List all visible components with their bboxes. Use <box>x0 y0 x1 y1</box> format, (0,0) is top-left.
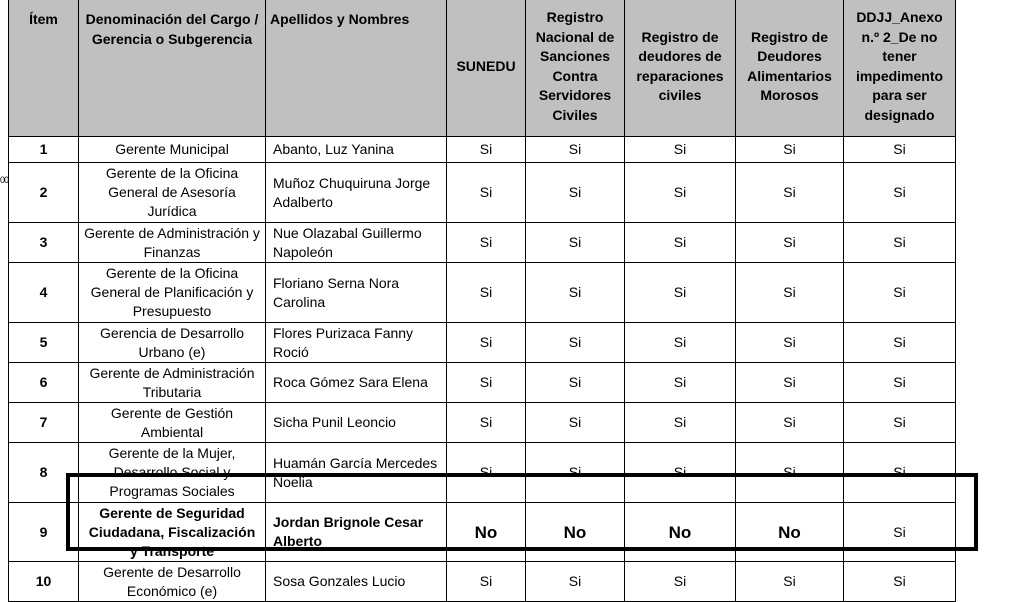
cell-rnsscc: Si <box>526 403 625 443</box>
cell-name: Jordan Brignole Cesar Alberto <box>266 503 447 562</box>
cell-item: 5 <box>9 323 79 363</box>
cell-civil-debtors: Si <box>625 223 736 263</box>
cell-position: Gerente de Desarrollo Económico (e) <box>79 562 266 602</box>
cell-position: Gerente de la Oficina General de Asesoría Jurídica <box>79 163 266 223</box>
cell-alimony-debtors: Si <box>736 443 844 503</box>
header-alimony-debtors: Registro de Deudores Alimentarios Morosos <box>736 0 844 137</box>
cell-civil-debtors: Si <box>625 443 736 503</box>
cell-name: Roca Gómez Sara Elena <box>266 363 447 403</box>
header-name: Apellidos y Nombres <box>266 0 447 137</box>
cell-alimony-debtors: Si <box>736 363 844 403</box>
cell-rnsscc: Si <box>526 163 625 223</box>
cell-ddjj: Si <box>844 443 956 503</box>
cell-ddjj: Si <box>844 263 956 323</box>
header-row <box>9 0 956 137</box>
cell-alimony-debtors: No <box>736 503 844 562</box>
table-row <box>9 503 956 562</box>
cell-sunedu: Si <box>447 223 526 263</box>
cell-sunedu: No <box>447 503 526 562</box>
cell-rnsscc: Si <box>526 363 625 403</box>
cell-rnsscc: Si <box>526 223 625 263</box>
table-row <box>9 223 956 263</box>
cell-item: 6 <box>9 363 79 403</box>
cell-item: 4 <box>9 263 79 323</box>
table-row <box>9 403 956 443</box>
cell-sunedu: Si <box>447 443 526 503</box>
cell-position: Gerente de Seguridad Ciudadana, Fiscalización y Transporte <box>79 503 266 562</box>
cell-position: Gerente Municipal <box>79 137 266 163</box>
cell-item: 7 <box>9 403 79 443</box>
cell-position: Gerencia de Desarrollo Urbano (e) <box>79 323 266 363</box>
cell-alimony-debtors: Si <box>736 163 844 223</box>
table-row <box>9 323 956 363</box>
cell-name: Abanto, Luz Yanina <box>266 137 447 163</box>
cell-name: Sosa Gonzales Lucio <box>266 562 447 602</box>
cell-sunedu: Si <box>447 562 526 602</box>
cell-item: 10 <box>9 562 79 602</box>
cell-rnsscc: Si <box>526 562 625 602</box>
cell-civil-debtors: Si <box>625 562 736 602</box>
header-ddjj: DDJJ_Anexo n.º 2_De no tener impedimento para ser designado <box>844 0 956 137</box>
cell-sunedu: Si <box>447 403 526 443</box>
cell-name: Flores Purizaca Fanny Roció <box>266 323 447 363</box>
cell-position: Gerente de la Mujer, Desarrollo Social y Programas Sociales <box>79 443 266 503</box>
cell-civil-debtors: No <box>625 503 736 562</box>
cell-civil-debtors: Si <box>625 137 736 163</box>
cell-rnsscc: Si <box>526 263 625 323</box>
header-civil-debtors: Registro de deudores de reparaciones civiles <box>625 0 736 137</box>
cell-alimony-debtors: Si <box>736 263 844 323</box>
cell-civil-debtors: Si <box>625 363 736 403</box>
table-row <box>9 163 956 223</box>
cropped-edge-text: 00 <box>0 175 9 185</box>
table-row <box>9 562 956 602</box>
cell-civil-debtors: Si <box>625 163 736 223</box>
cell-name: Huamán García Mercedes Noelia <box>266 443 447 503</box>
cell-item: 2 <box>9 163 79 223</box>
table-row <box>9 363 956 403</box>
cell-sunedu: Si <box>447 137 526 163</box>
cell-item: 9 <box>9 503 79 562</box>
header-position: Denominación del Cargo / Gerencia o Subgerencia <box>79 0 266 137</box>
cell-position: Gerente de Administración Tributaria <box>79 363 266 403</box>
cell-ddjj: Si <box>844 403 956 443</box>
table-row <box>9 137 956 163</box>
cell-alimony-debtors: Si <box>736 223 844 263</box>
cell-position: Gerente de Administración y Finanzas <box>79 223 266 263</box>
cell-name: Floriano Serna Nora Carolina <box>266 263 447 323</box>
cell-name: Nue Olazabal Guillermo Napoleón <box>266 223 447 263</box>
cell-item: 1 <box>9 137 79 163</box>
cell-position: Gerente de Gestión Ambiental <box>79 403 266 443</box>
cell-sunedu: Si <box>447 163 526 223</box>
cell-ddjj: Si <box>844 562 956 602</box>
cell-ddjj: Si <box>844 223 956 263</box>
header-rnsscc: Registro Nacional de Sanciones Contra Servidores Civiles <box>526 0 625 137</box>
cell-civil-debtors: Si <box>625 263 736 323</box>
cell-alimony-debtors: Si <box>736 323 844 363</box>
cell-rnsscc: Si <box>526 443 625 503</box>
table-row <box>9 443 956 503</box>
cell-item: 8 <box>9 443 79 503</box>
cell-item: 3 <box>9 223 79 263</box>
cell-alimony-debtors: Si <box>736 562 844 602</box>
designation-verification-table <box>8 0 956 602</box>
cell-sunedu: Si <box>447 323 526 363</box>
cell-alimony-debtors: Si <box>736 137 844 163</box>
cell-name: Muñoz Chuquiruna Jorge Adalberto <box>266 163 447 223</box>
table-row <box>9 263 956 323</box>
cell-ddjj: Si <box>844 363 956 403</box>
cell-sunedu: Si <box>447 363 526 403</box>
cell-ddjj: Si <box>844 323 956 363</box>
cell-ddjj: Si <box>844 137 956 163</box>
header-item: Ítem <box>9 0 79 137</box>
cell-civil-debtors: Si <box>625 403 736 443</box>
cell-rnsscc: Si <box>526 323 625 363</box>
cell-rnsscc: Si <box>526 137 625 163</box>
cell-ddjj: Si <box>844 163 956 223</box>
cell-sunedu: Si <box>447 263 526 323</box>
cell-civil-debtors: Si <box>625 323 736 363</box>
cell-position: Gerente de la Oficina General de Planificación y Presupuesto <box>79 263 266 323</box>
cell-alimony-debtors: Si <box>736 403 844 443</box>
cell-ddjj: Si <box>844 503 956 562</box>
cell-name: Sicha Punil Leoncio <box>266 403 447 443</box>
cell-rnsscc: No <box>526 503 625 562</box>
header-sunedu: SUNEDU <box>447 0 526 137</box>
